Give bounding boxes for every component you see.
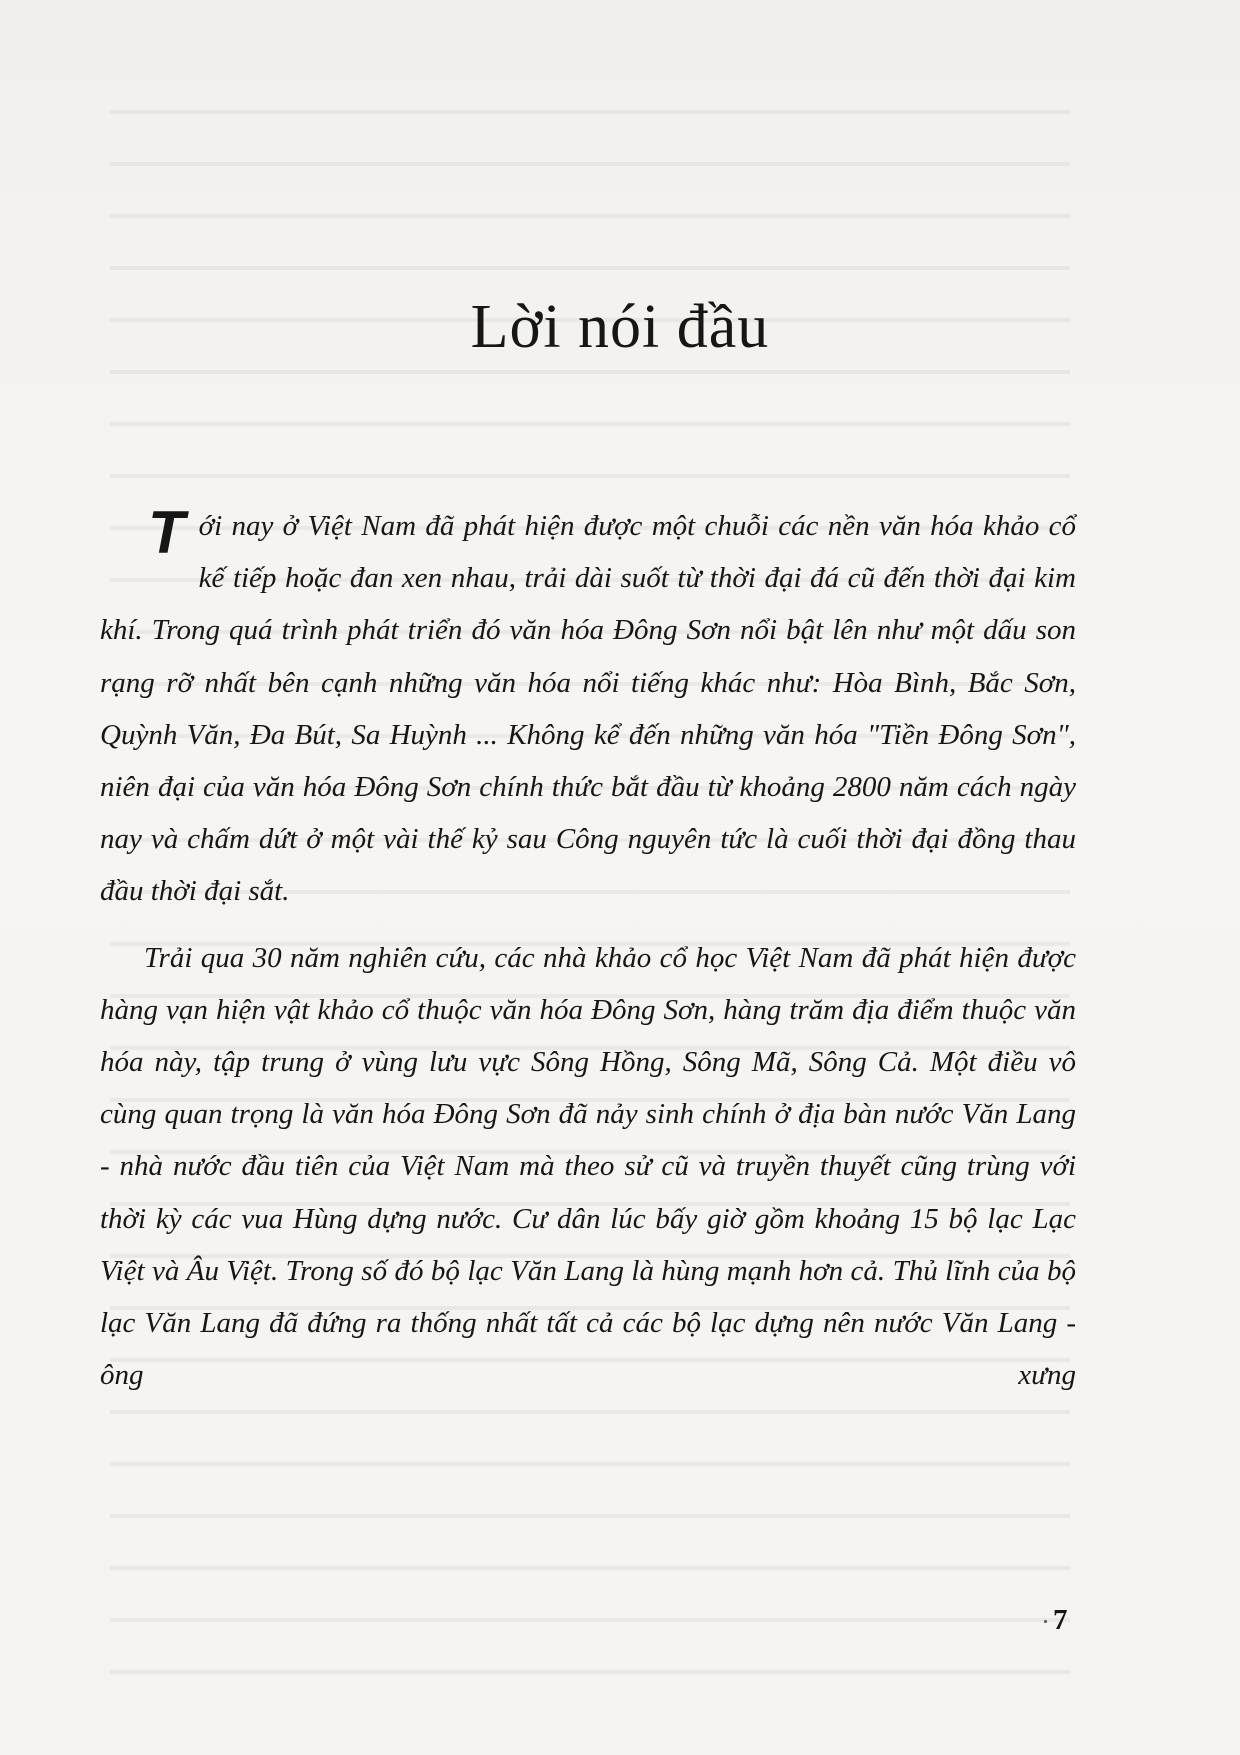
paragraph-1-text: ới nay ở Việt Nam đã phát hiện được một chuỗi các nền văn hóa khảo cổ kế tiếp hoặc đan xen nhau, trải dài suốt từ thời đại đá cũ đến thời đại kim khí. Trong quá trình phát triển đó văn hóa Đông Sơn nổi bật lên như một dấu son rạng rỡ nhất bên cạnh những văn hóa nổi tiếng khác như: Hòa Bình, Bắc Sơn, Quỳnh Văn, Đa Bút, Sa Huỳnh ... Không kể đến những văn hóa "Tiền Đông Sơn", niên đại của văn hóa Đông Sơn chính thức bắt đầu từ khoảng 2800 năm cách ngày nay và chấm dứt ở một vài thế kỷ sau Công nguyên tức là cuối thời đại đồng thau đầu thời đại sắt. xyxy=(100,510,1076,908)
paragraph-2-text: Trải qua 30 năm nghiên cứu, các nhà khảo cổ học Việt Nam đã phát hiện được hàng vạn hiện vật khảo cổ thuộc văn hóa Đông Sơn, hàng trăm địa điểm thuộc văn hóa này, tập trung ở vùng lưu vực Sông Hồng, Sông Mã, Sông Cả. Một điều vô cùng quan trọng là văn hóa Đông Sơn đã nảy sinh chính ở địa bàn nước Văn Lang - nhà nước đầu tiên của Việt Nam mà theo sử cũ và truyền thuyết cũng trùng với thời kỳ các vua Hùng dựng nước. Cư dân lúc bấy giờ gồm khoảng 15 bộ lạc Lạc Việt và Âu Việt. Trong số đó bộ lạc Văn Lang là hùng mạnh hơn cả. Thủ lĩnh của bộ lạc Văn Lang đã đứng ra thống nhất tất cả các bộ lạc dựng nên nước Văn Lang - ông xưng xyxy=(100,941,1076,1392)
page-title: Lời nói đầu xyxy=(470,293,770,361)
print-speck xyxy=(1044,1620,1047,1623)
page-number: 7 xyxy=(1053,1604,1068,1636)
paragraph-1 xyxy=(100,500,1076,918)
drop-cap: T xyxy=(148,499,185,566)
body-text xyxy=(100,500,1076,1401)
paragraph-2 xyxy=(100,932,1076,1402)
